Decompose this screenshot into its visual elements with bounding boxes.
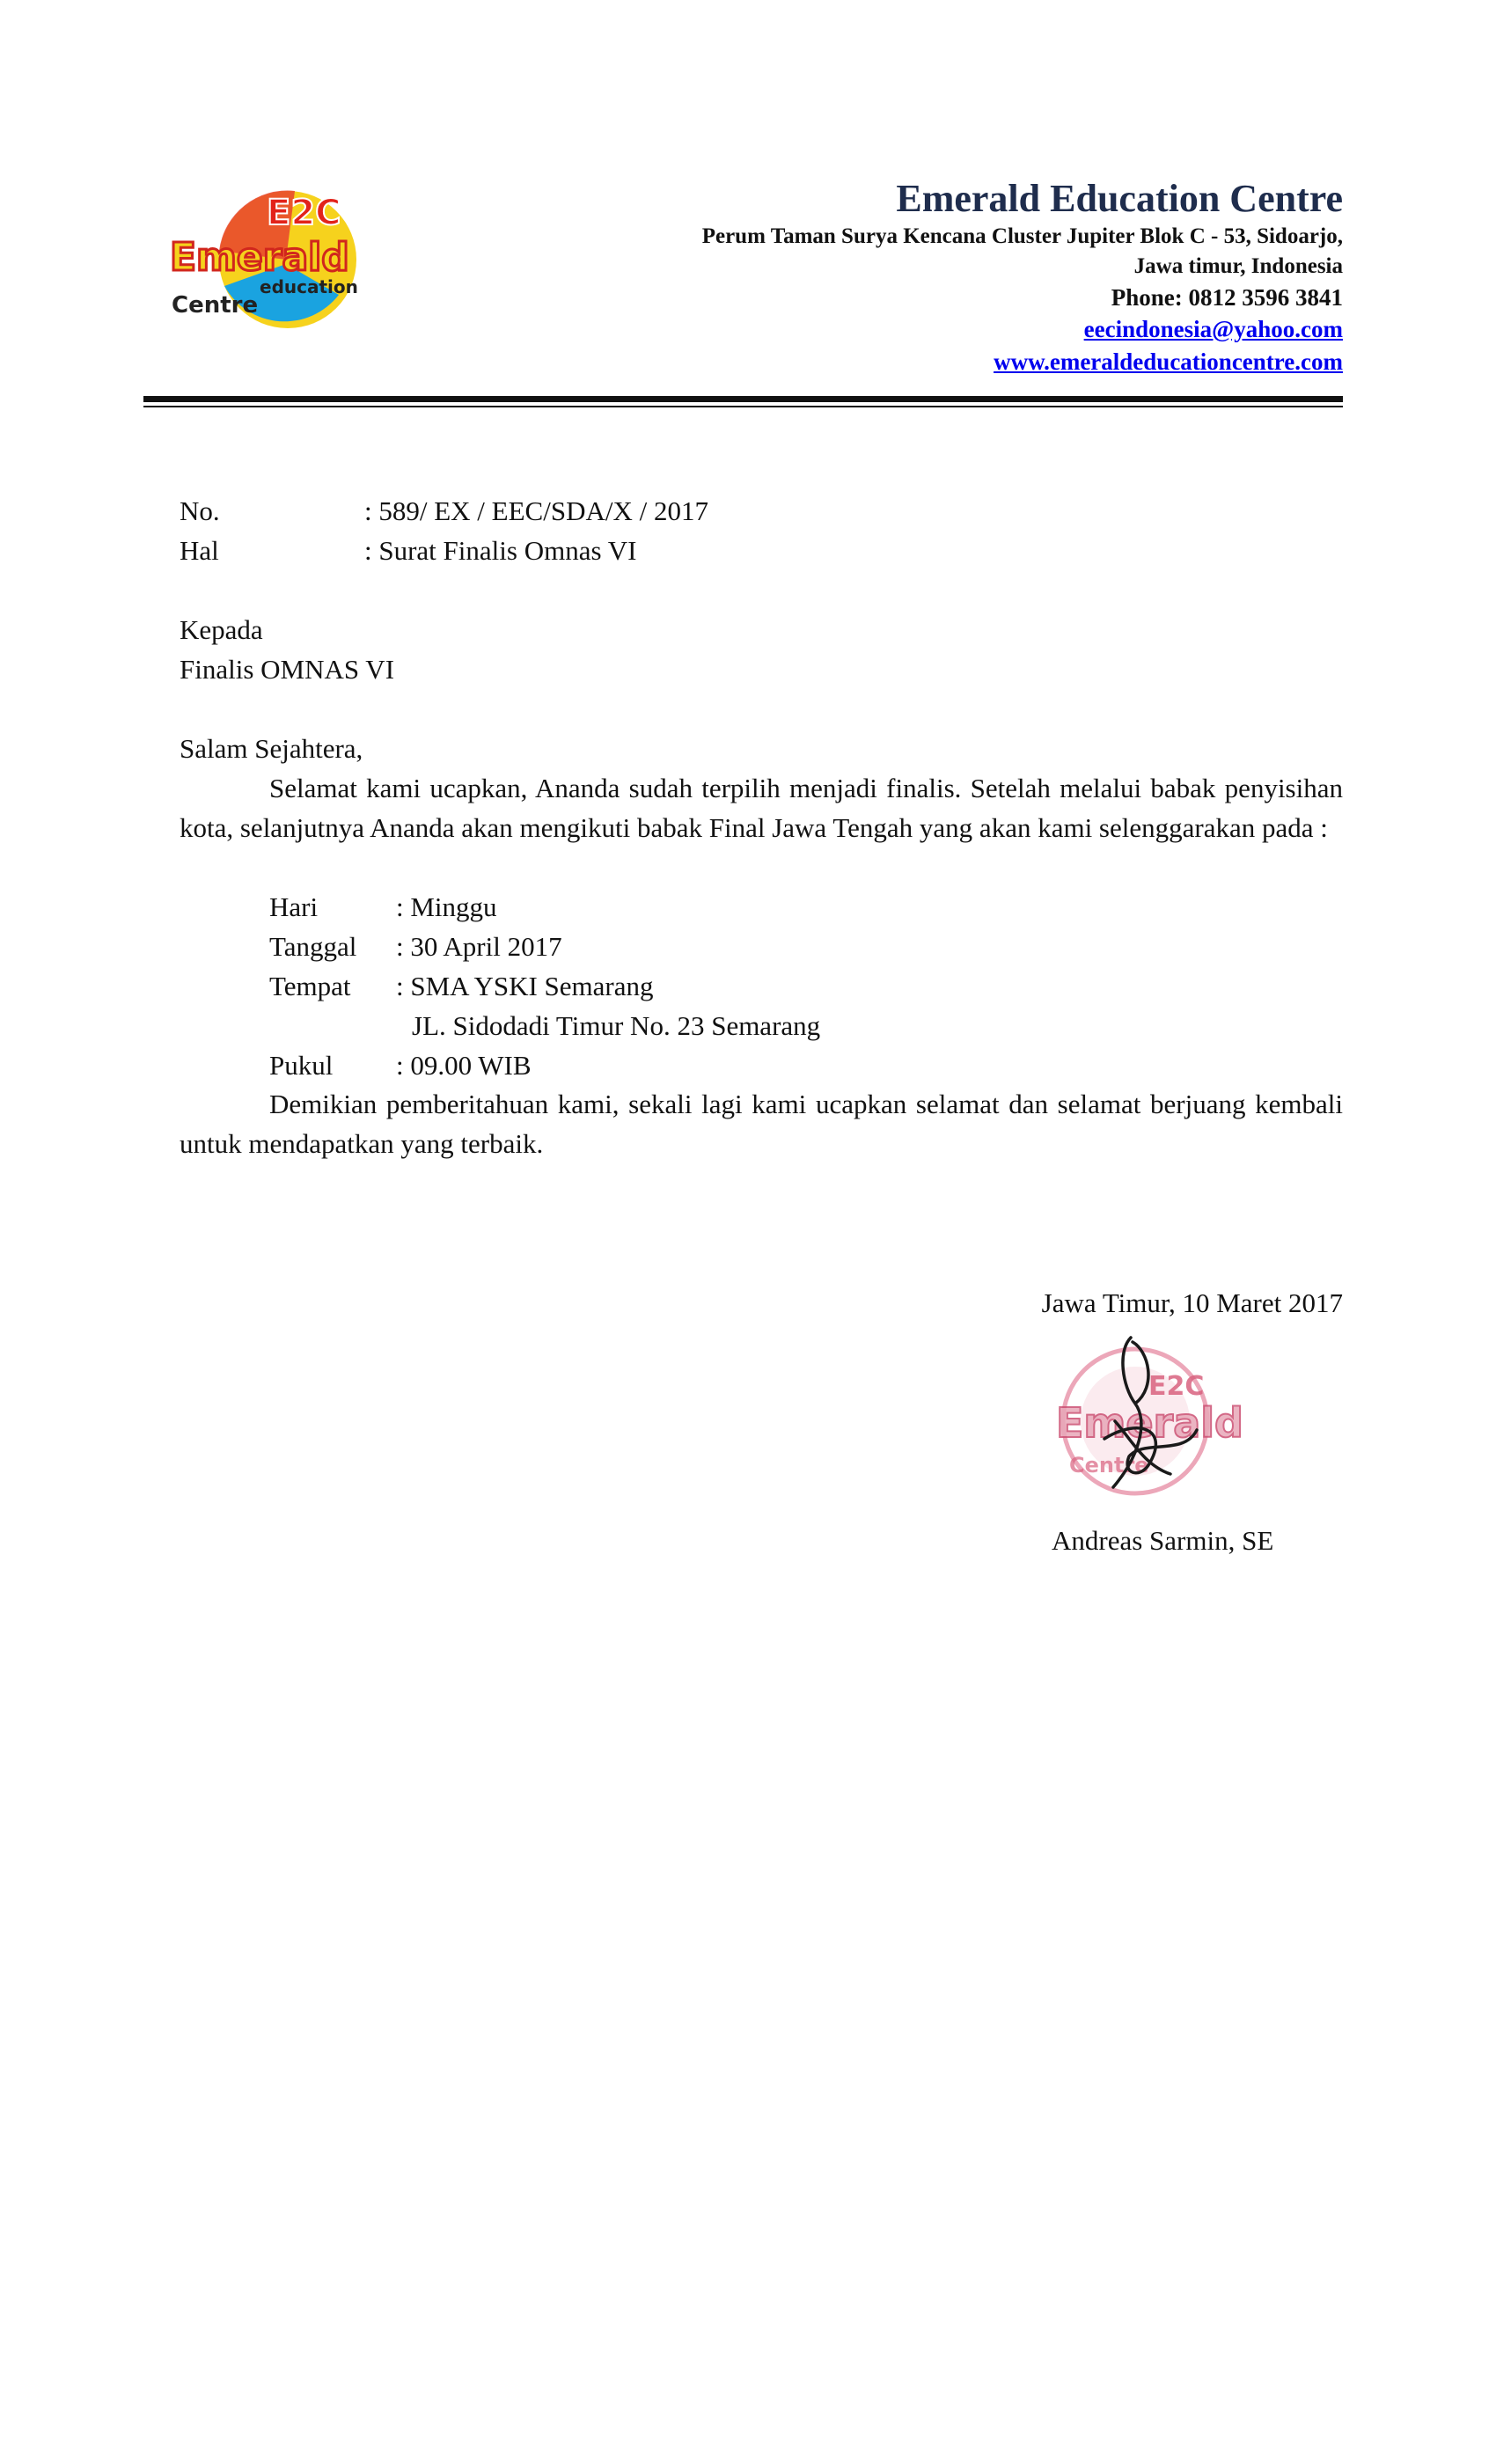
logo-sub-text: education	[260, 276, 358, 297]
recipient-to: Kepada	[180, 614, 263, 645]
hal-value: : Surat Finalis Omnas VI	[364, 535, 637, 566]
website-link[interactable]: www.emeraldeducationcentre.com	[994, 348, 1343, 375]
stamp-bottom-text: Centre	[1069, 1453, 1149, 1478]
email-link[interactable]: eecindonesia@yahoo.com	[1083, 316, 1343, 342]
address-line-2: Jawa timur, Indonesia	[1133, 254, 1343, 278]
paragraph-intro	[180, 769, 1343, 847]
org-name: Emerald Education Centre	[896, 177, 1343, 220]
header-divider-thin	[143, 406, 1343, 407]
tempat-label: Tempat	[269, 971, 351, 1001]
tanggal-label: Tanggal	[269, 931, 357, 962]
paragraph-intro-text: Selamat kami ucapkan, Ananda sudah terpilih menjadi finalis. Setelah melalui babak penyisihan kota, selanjutnya Ananda akan mengikuti babak Final Jawa Tengah yang akan kami selenggarakan pada :	[180, 773, 1343, 843]
tempat-address: JL. Sidodadi Timur No. 23 Semarang	[412, 1010, 821, 1041]
place-date: Jawa Timur, 10 Maret 2017	[1041, 1287, 1343, 1318]
letterhead-info	[702, 176, 1343, 378]
address-line-1: Perum Taman Surya Kencana Cluster Jupiter Blok C - 53, Sidoarjo,	[701, 224, 1343, 248]
paragraph-closing	[180, 1085, 1343, 1163]
phone-number: Phone: 0812 3596 3841	[1111, 284, 1343, 311]
emerald-logo	[163, 180, 365, 334]
pukul-label: Pukul	[269, 1050, 334, 1081]
paragraph-closing-text: Demikian pemberitahuan kami, sekali lagi kami ucapkan selamat dan selamat berjuang kembali untuk mendapatkan yang terbaik.	[180, 1089, 1343, 1159]
header-divider-thick	[143, 396, 1343, 402]
hal-label: Hal	[180, 535, 219, 566]
tanggal-value: : 30 April 2017	[396, 931, 562, 962]
recipient-name: Finalis OMNAS VI	[180, 654, 395, 685]
greeting: Salam Sejahtera,	[180, 733, 363, 764]
stamp-e2c-text: E2C	[1148, 1371, 1205, 1402]
logo-e2c-text: E2C	[267, 193, 341, 233]
hari-label: Hari	[269, 891, 319, 922]
tempat-value: : SMA YSKI Semarang	[396, 971, 654, 1001]
hari-value: : Minggu	[396, 891, 497, 922]
company-stamp	[1016, 1333, 1254, 1500]
signatory-name: Andreas Sarmin, SE	[1052, 1525, 1274, 1556]
no-label: No.	[180, 495, 220, 526]
stamp-main-text: Emerald	[1056, 1399, 1243, 1447]
no-value: : 589/ EX / EEC/SDA/X / 2017	[364, 495, 708, 526]
pukul-value: : 09.00 WIB	[396, 1050, 532, 1081]
logo-main-text: Emerald	[170, 235, 349, 280]
logo-bottom-text: Centre	[172, 292, 259, 319]
